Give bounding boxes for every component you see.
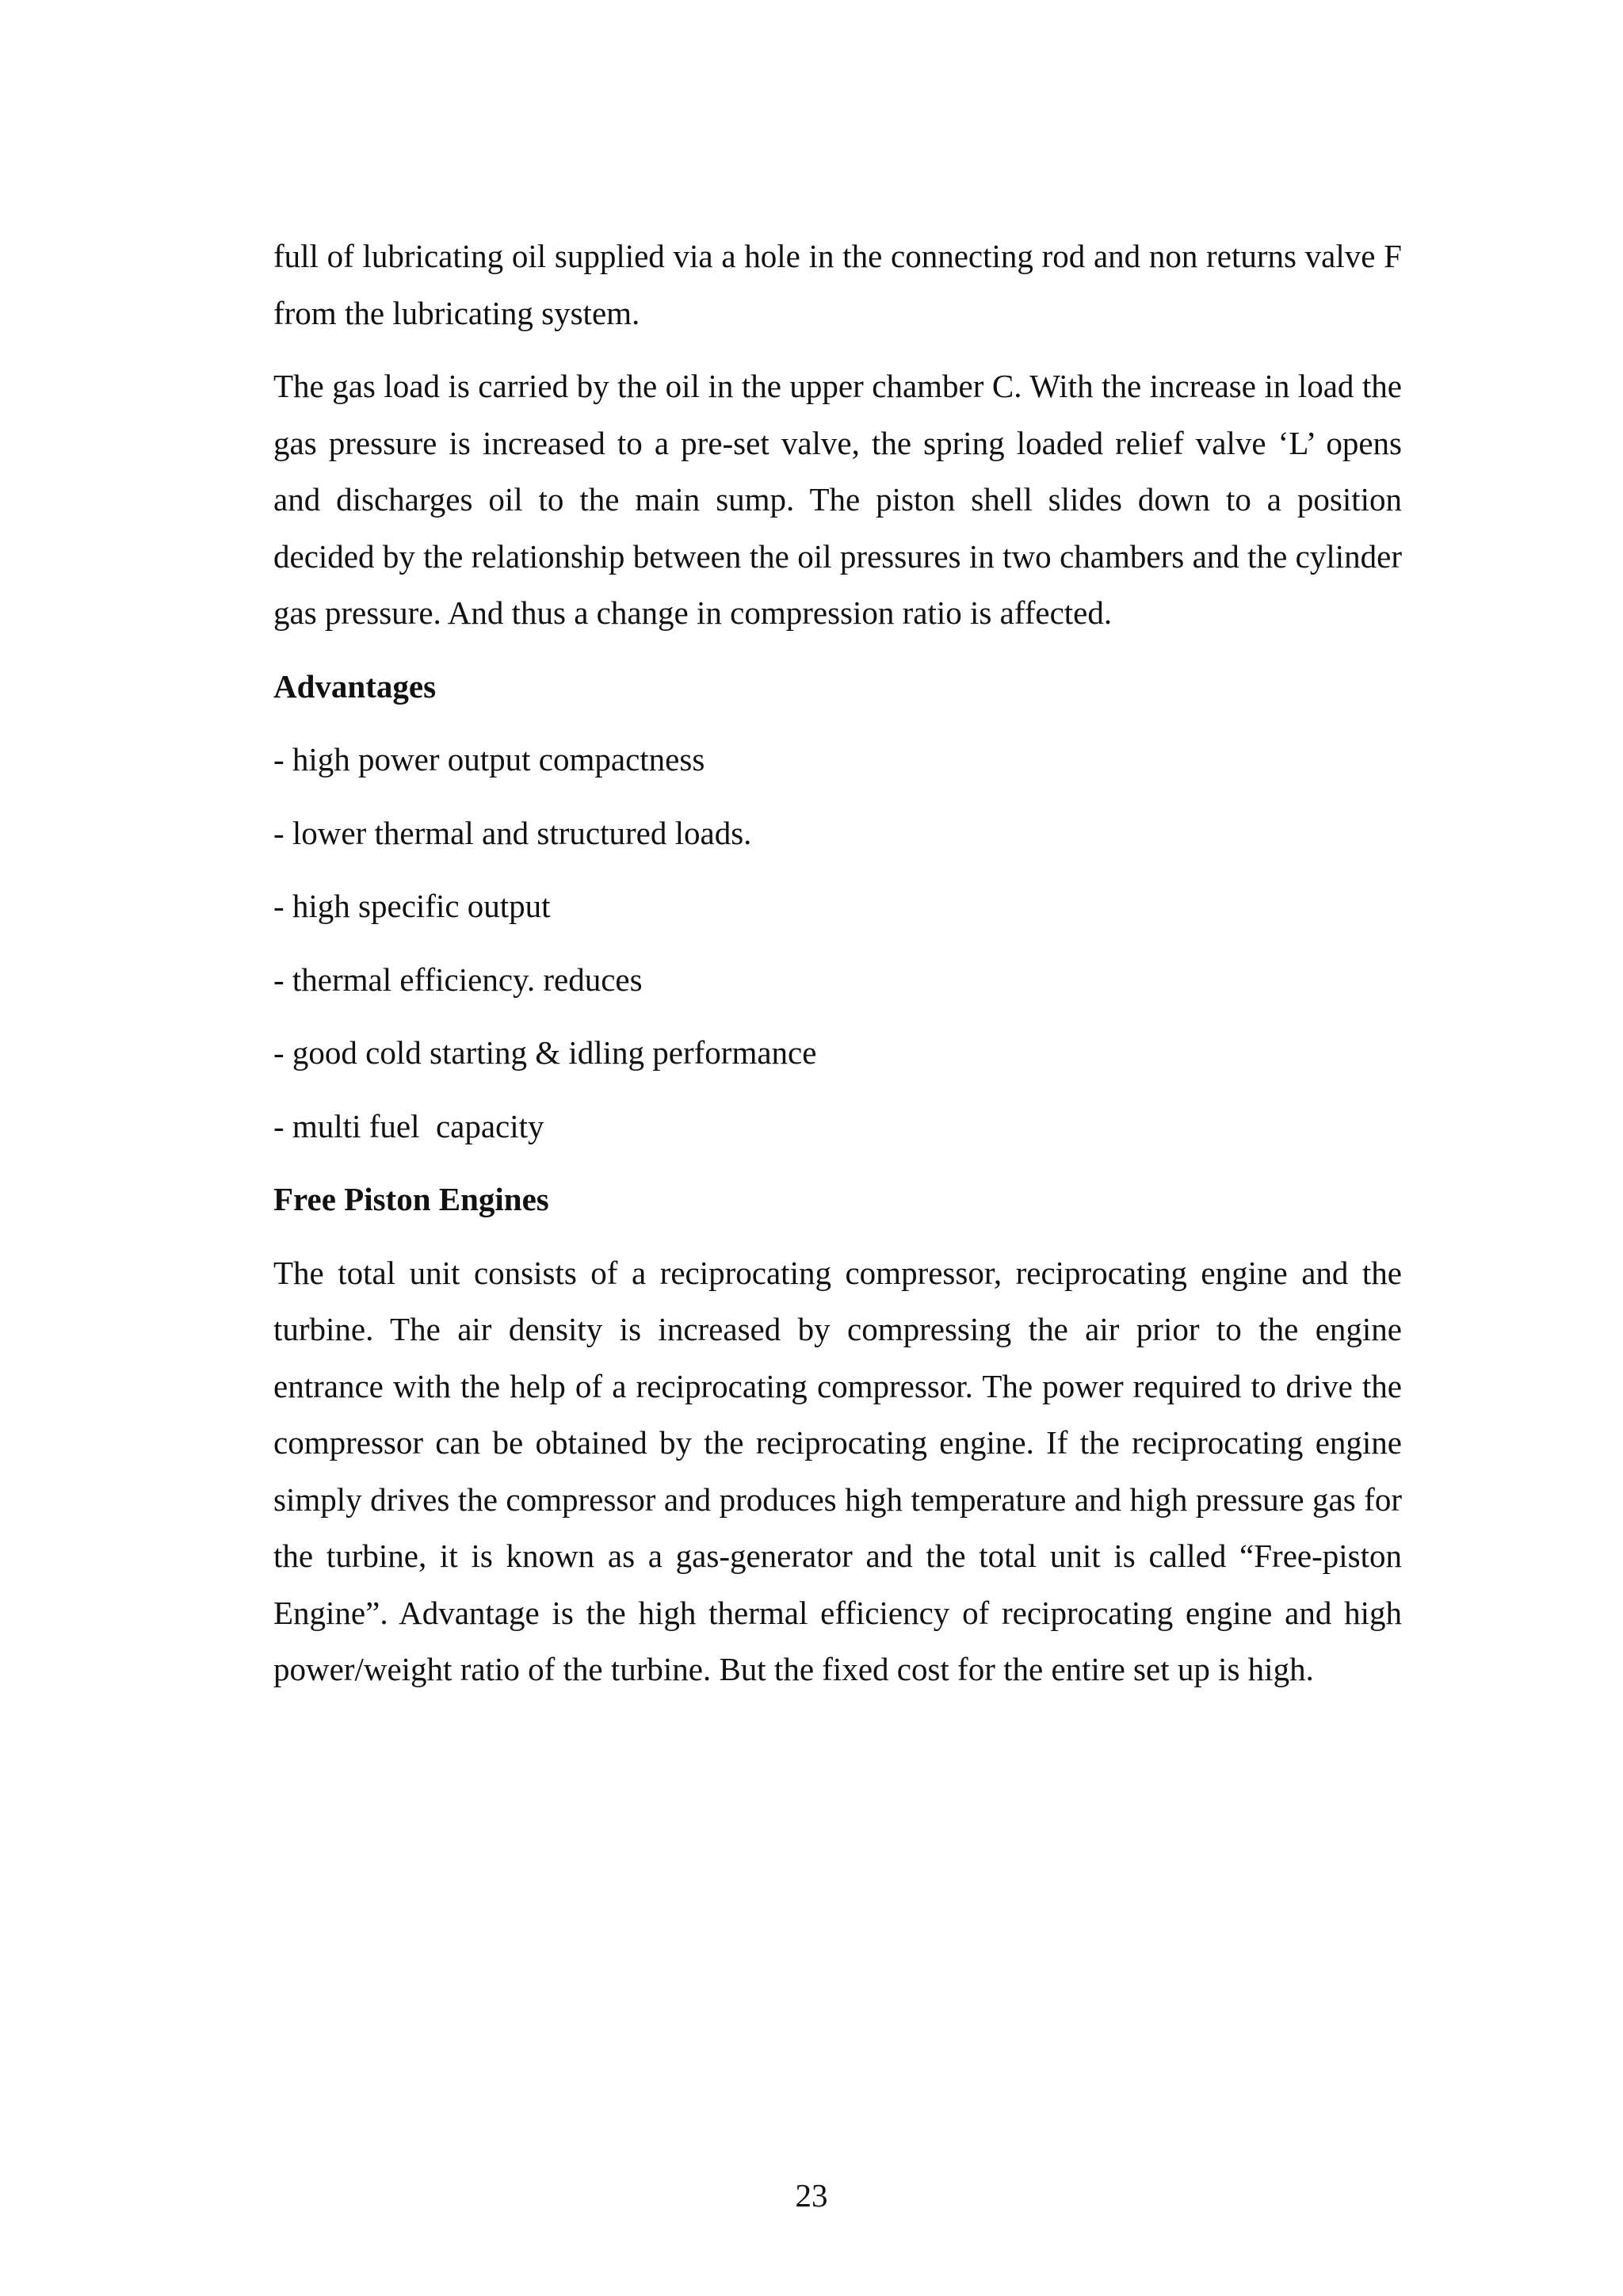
page-content (273, 228, 1402, 1715)
free-piston-heading: Free Piston Engines (273, 1181, 549, 1217)
advantage-item: - thermal efficiency. reduces (273, 961, 643, 998)
paragraph-gas-load: The gas load is carried by the oil in the upper chamber C. With the increase in load the gas pressure is increased to a pre-set valve, the spring loaded relief valve ‘L’ opens and discharges oil to the main sump. The piston shell slides down to a position decided by the relationship between the oil pressures in two chambers and the cylinder gas pressure. And thus a change in compression ratio is affected. (273, 368, 1402, 631)
advantage-item: - high power output compactness (273, 741, 705, 777)
advantages-heading: Advantages (273, 667, 437, 705)
advantage-item: - lower thermal and structured loads. (273, 814, 752, 851)
page-number: 23 (795, 2177, 828, 2214)
paragraph-lubricating-oil: full of lubricating oil supplied via a hole in the connecting rod and non returns valve F from the lubricating system. (273, 238, 1402, 331)
advantage-item: - high specific output (273, 888, 551, 924)
advantage-item: - multi fuel capacity (273, 1107, 544, 1144)
advantage-item: - good cold starting & idling performance (273, 1034, 817, 1071)
paragraph-free-piston: The total unit consists of a reciprocating compressor, reciprocating engine and the turbine. The air density is increased by compressing the air prior to the engine entrance with the help of a reciprocating compressor. The power required to drive the compressor can be obtained by the reciprocating engine. If the reciprocating engine simply drives the compressor and produces high temperature and high pressure gas for the turbine, it is known as a gas-generator and the total unit is called “Free-piston Engine”. Advantage is the high thermal efficiency of reciprocating engine and high power/weight ratio of the turbine. But the fixed cost for the entire set up is high. (273, 1254, 1402, 1687)
